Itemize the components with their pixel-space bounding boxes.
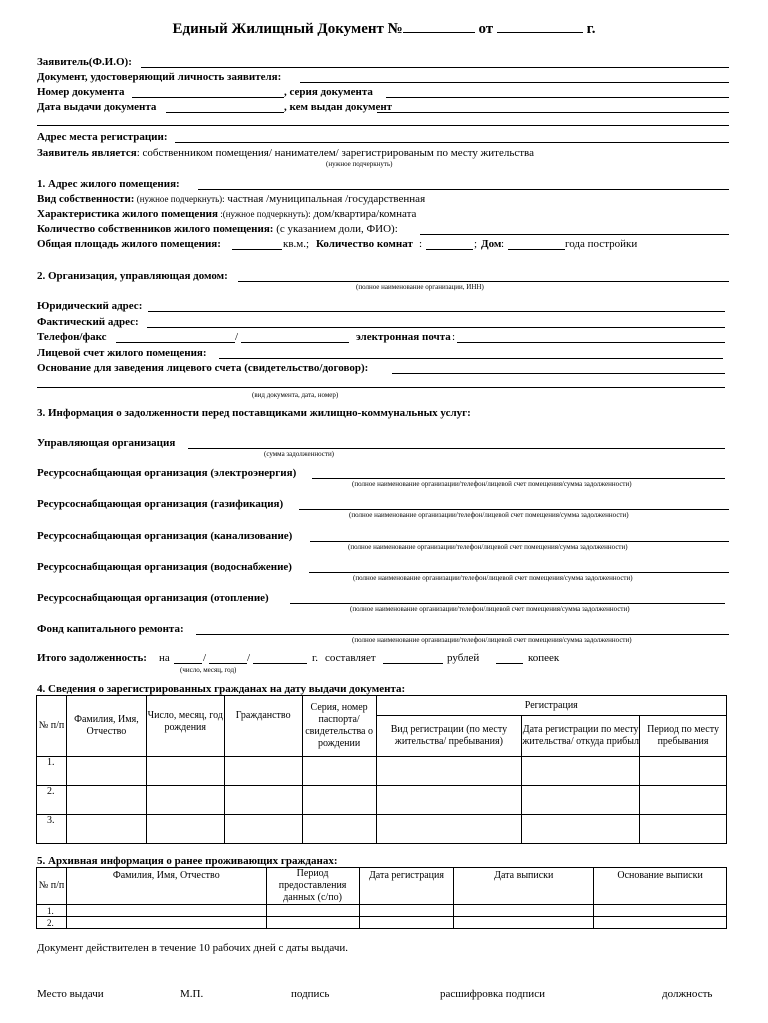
header-citizenship: Гражданство xyxy=(224,696,302,757)
issue-date-input[interactable] xyxy=(166,112,284,113)
row-number: 1. xyxy=(37,905,67,917)
table-cell[interactable] xyxy=(302,757,376,786)
header-stay-period: Период по месту пребывания xyxy=(640,716,727,757)
debt-repair-fund-label: Фонд капитального ремонта: xyxy=(37,623,184,635)
debt-heating-field[interactable] xyxy=(290,603,725,604)
title-suffix: г. xyxy=(586,21,596,37)
table-cell[interactable] xyxy=(594,905,727,917)
row-number: 3. xyxy=(37,815,67,844)
table-cell[interactable] xyxy=(224,757,302,786)
total-rubles-label: рублей xyxy=(447,652,480,664)
issued-by-continuation[interactable] xyxy=(37,125,729,126)
archive-table xyxy=(36,867,727,929)
issued-by-label: , кем выдан документ xyxy=(284,101,393,113)
applicant-status xyxy=(37,147,534,160)
total-debt-label: Итого задолженность: xyxy=(37,652,147,664)
table-cell[interactable] xyxy=(376,786,522,815)
email-label: электронная почта xyxy=(356,331,451,343)
row-number: 2. xyxy=(37,917,67,929)
email-field[interactable] xyxy=(457,342,725,343)
legal-address-label: Юридический адрес: xyxy=(37,300,143,312)
total-year-field[interactable] xyxy=(253,663,307,664)
signature-decoding-label: расшифровка подписи xyxy=(440,988,545,1000)
area-unit: кв.м.; xyxy=(283,238,310,250)
debt-heating-note: (полное наименование организации/телефон/лицевой счет помещения/сумма задолженности) xyxy=(350,605,630,613)
table-row xyxy=(37,757,727,786)
archive-header-discharge-basis: Основание выписки xyxy=(594,868,727,905)
total-date-separator-2: / xyxy=(247,652,251,664)
characteristics-row xyxy=(37,208,416,221)
management-org-note: (полное наименование организации, ИНН) xyxy=(356,283,484,291)
house-label: Дом xyxy=(481,238,502,250)
debt-heating-label: Ресурсоснабщающая организация (отопление) xyxy=(37,592,269,604)
table-cell[interactable] xyxy=(359,905,454,917)
table-row xyxy=(37,905,727,917)
table-cell[interactable] xyxy=(224,815,302,844)
total-day-field[interactable] xyxy=(174,663,202,664)
table-cell[interactable] xyxy=(522,815,640,844)
registration-address-field[interactable] xyxy=(175,142,729,143)
management-debt-label: Управляющая организация xyxy=(37,437,176,449)
id-document-label: Документ, удостоверяющий личность заявителя: xyxy=(37,71,282,83)
ownership-row xyxy=(37,193,425,206)
owners-label: Количество собственников жилого помещения: xyxy=(37,223,274,235)
header-full-name: Фамилия, Имя, Отчество xyxy=(66,696,146,757)
characteristics-note: :(нужное подчеркнуть): xyxy=(217,209,311,219)
signature-label: подпись xyxy=(291,988,330,1000)
archive-header-full-name: Фамилия, Имя, Отчество xyxy=(66,868,266,905)
account-label: Лицевой счет жилого помещения: xyxy=(37,347,207,359)
actual-address-field[interactable] xyxy=(147,327,725,328)
header-birth-date: Число, месяц, год рождения xyxy=(146,696,224,757)
header-registration-type: Вид регистрации (по месту жительства/ пребывания) xyxy=(376,716,522,757)
fax-field[interactable] xyxy=(241,342,349,343)
document-series-label: , серия документа xyxy=(284,86,373,98)
section1-address-field[interactable] xyxy=(198,189,729,190)
table-cell[interactable] xyxy=(302,786,376,815)
debt-sewerage-field[interactable] xyxy=(310,541,729,542)
account-basis-note: (вид документа, дата, номер) xyxy=(252,391,339,399)
section1-address-label: 1. Адрес жилого помещения: xyxy=(37,178,180,190)
ownership-options[interactable]: частная /муниципальная /государственная xyxy=(224,193,426,205)
debt-water-note: (полное наименование организации/телефон/лицевой счет помещения/сумма задолженности) xyxy=(353,574,633,582)
table-cell[interactable] xyxy=(66,905,266,917)
total-year-suffix: г. xyxy=(312,652,319,664)
title-middle: от xyxy=(478,21,494,37)
header-passport: Серия, номер паспорта/ свидетельства о рождении xyxy=(302,696,376,757)
debt-electricity-note: (полное наименование организации/телефон/лицевой счет помещения/сумма задолженности) xyxy=(352,480,632,488)
management-org-field[interactable] xyxy=(238,281,729,282)
table-cell[interactable] xyxy=(359,917,454,929)
total-amount-label: составляет xyxy=(325,652,376,664)
applicant-name-label: Заявитель(Ф.И.О): xyxy=(37,56,132,68)
management-org-label: 2. Организация, управляющая домом: xyxy=(37,270,228,282)
document-number-field[interactable] xyxy=(403,18,475,33)
issue-place-label: Место выдачи xyxy=(37,988,104,1000)
total-kopecks-field[interactable] xyxy=(496,663,523,664)
house-year-field[interactable] xyxy=(508,249,565,250)
table-cell[interactable] xyxy=(640,786,727,815)
area-label: Общая площадь жилого помещения: xyxy=(37,238,221,250)
table-cell[interactable] xyxy=(454,905,594,917)
registered-citizens-heading: 4. Сведения о зарегистрированных гражданах на дату выдачи документа: xyxy=(37,683,406,695)
rooms-colon: : xyxy=(419,238,423,250)
table-cell[interactable] xyxy=(66,757,146,786)
archive-header-num: № п/п xyxy=(37,868,67,905)
total-rubles-field[interactable] xyxy=(383,663,443,664)
table-cell[interactable] xyxy=(640,815,727,844)
table-row xyxy=(37,786,727,815)
total-kopecks-label: копеек xyxy=(528,652,560,664)
header-registration-date: Дата регистрации по месту жительства/ откуда прибыл xyxy=(522,716,640,757)
archive-header-discharge-date: Дата выписки xyxy=(454,868,594,905)
title-prefix: Единый Жилищный Документ № xyxy=(172,21,403,37)
validity-note: Документ действителен в течение 10 рабочих дней с даты выдачи. xyxy=(37,942,349,954)
table-cell[interactable] xyxy=(594,917,727,929)
debt-repair-fund-note: (полное наименование организации/телефон/лицевой счет помещения/сумма задолженности) xyxy=(352,636,632,644)
total-month-field[interactable] xyxy=(209,663,247,664)
phone-fax-separator: / xyxy=(235,331,239,343)
archive-heading: 5. Архивная информация о ранее проживающих гражданах: xyxy=(37,855,338,867)
rooms-field[interactable] xyxy=(426,249,473,250)
debt-gas-label: Ресурсоснабщающая организация (газификация) xyxy=(37,498,284,510)
document-date-field[interactable] xyxy=(497,18,583,33)
account-basis-field[interactable] xyxy=(392,373,725,374)
applicant-status-options[interactable]: : собственником помещения/ нанимателем/ зарегистрированым по месту жительства xyxy=(136,147,534,159)
table-cell[interactable] xyxy=(266,917,359,929)
document-series-input[interactable] xyxy=(386,97,729,98)
account-field[interactable] xyxy=(219,358,723,359)
table-cell[interactable] xyxy=(266,905,359,917)
debt-electricity-label: Ресурсоснабщающая организация (электроэнергия) xyxy=(37,467,297,479)
debt-section-heading: 3. Информация о задолженности перед поставщиками жилищно-коммунальных услуг: xyxy=(37,407,471,419)
stamp-label: М.П. xyxy=(180,988,204,1000)
table-row xyxy=(37,917,727,929)
total-date-separator-1: / xyxy=(203,652,207,664)
table-cell[interactable] xyxy=(640,757,727,786)
document-title xyxy=(0,18,768,38)
characteristics-label: Характеристика жилого помещения xyxy=(37,208,218,220)
table-cell[interactable] xyxy=(522,786,640,815)
archive-header-registration-date: Дата регистрация xyxy=(359,868,454,905)
total-date-note: (число, месяц, год) xyxy=(180,666,237,674)
debt-sewerage-note: (полное наименование организации/телефон/лицевой счет помещения/сумма задолженности) xyxy=(348,543,628,551)
applicant-status-label: Заявитель является xyxy=(37,147,137,159)
table-row xyxy=(37,815,727,844)
table-cell[interactable] xyxy=(66,917,266,929)
rooms-label: Количество комнат xyxy=(316,238,413,250)
position-label: должность xyxy=(662,988,713,1000)
debt-electricity-field[interactable] xyxy=(312,478,725,479)
owners-field[interactable] xyxy=(420,234,729,235)
header-num: № п/п xyxy=(37,696,67,757)
area-field[interactable] xyxy=(232,249,282,250)
house-colon: : xyxy=(501,238,505,250)
row-number: 1. xyxy=(37,757,67,786)
account-basis-continuation[interactable] xyxy=(37,387,725,388)
ownership-label: Вид собственности: xyxy=(37,193,135,205)
applicant-name-field[interactable] xyxy=(141,67,729,68)
debt-sewerage-label: Ресурсоснабщающая организация (канализование) xyxy=(37,530,293,542)
header-registration: Регистрация xyxy=(376,696,726,716)
total-debt-on: на xyxy=(159,652,170,664)
id-document-field[interactable] xyxy=(300,82,729,83)
debt-gas-note: (полное наименование организации/телефон/лицевой счет помещения/сумма задолженности) xyxy=(349,511,629,519)
debt-water-field[interactable] xyxy=(309,572,729,573)
ownership-note: (нужное подчеркнуть): xyxy=(134,194,225,204)
table-cell[interactable] xyxy=(302,815,376,844)
management-debt-note: (сумма задолженности) xyxy=(264,450,335,458)
table-cell[interactable] xyxy=(376,815,522,844)
account-basis-label: Основание для заведения лицевого счета (свидетельство/договор): xyxy=(37,362,369,374)
table-cell[interactable] xyxy=(146,815,224,844)
table-cell[interactable] xyxy=(454,917,594,929)
row-number: 2. xyxy=(37,786,67,815)
management-debt-field[interactable] xyxy=(188,448,725,449)
table-cell[interactable] xyxy=(522,757,640,786)
debt-repair-fund-field[interactable] xyxy=(196,634,729,635)
actual-address-label: Фактический адрес: xyxy=(37,316,139,328)
table-cell[interactable] xyxy=(224,786,302,815)
table-cell[interactable] xyxy=(376,757,522,786)
rooms-separator: ; xyxy=(474,238,478,250)
status-underline-note: (нужное подчеркнуть) xyxy=(326,160,393,168)
house-year-suffix: года постройки xyxy=(565,238,638,250)
characteristics-options[interactable]: дом/квартира/комната xyxy=(310,208,417,220)
registration-address-label: Адрес места регистрации: xyxy=(37,131,168,143)
phone-field[interactable] xyxy=(116,342,235,343)
owners-note: (с указанием доли, ФИО): xyxy=(273,223,398,235)
registered-citizens-table xyxy=(36,695,727,844)
table-cell[interactable] xyxy=(66,815,146,844)
issue-date-label: Дата выдачи документа xyxy=(37,101,157,113)
table-cell[interactable] xyxy=(146,786,224,815)
phone-label: Телефон/факс xyxy=(37,331,107,343)
email-colon: : xyxy=(452,331,456,343)
table-cell[interactable] xyxy=(146,757,224,786)
document-number-input[interactable] xyxy=(132,97,284,98)
table-cell[interactable] xyxy=(66,786,146,815)
document-number-label: Номер документа xyxy=(37,86,125,98)
owners-row xyxy=(37,223,398,236)
debt-gas-field[interactable] xyxy=(299,509,729,510)
issued-by-input[interactable] xyxy=(377,112,729,113)
archive-header-period: Период предоставления данных (с/по) xyxy=(266,868,359,905)
legal-address-field[interactable] xyxy=(148,311,725,312)
debt-water-label: Ресурсоснабщающая организация (водоснабжение) xyxy=(37,561,292,573)
